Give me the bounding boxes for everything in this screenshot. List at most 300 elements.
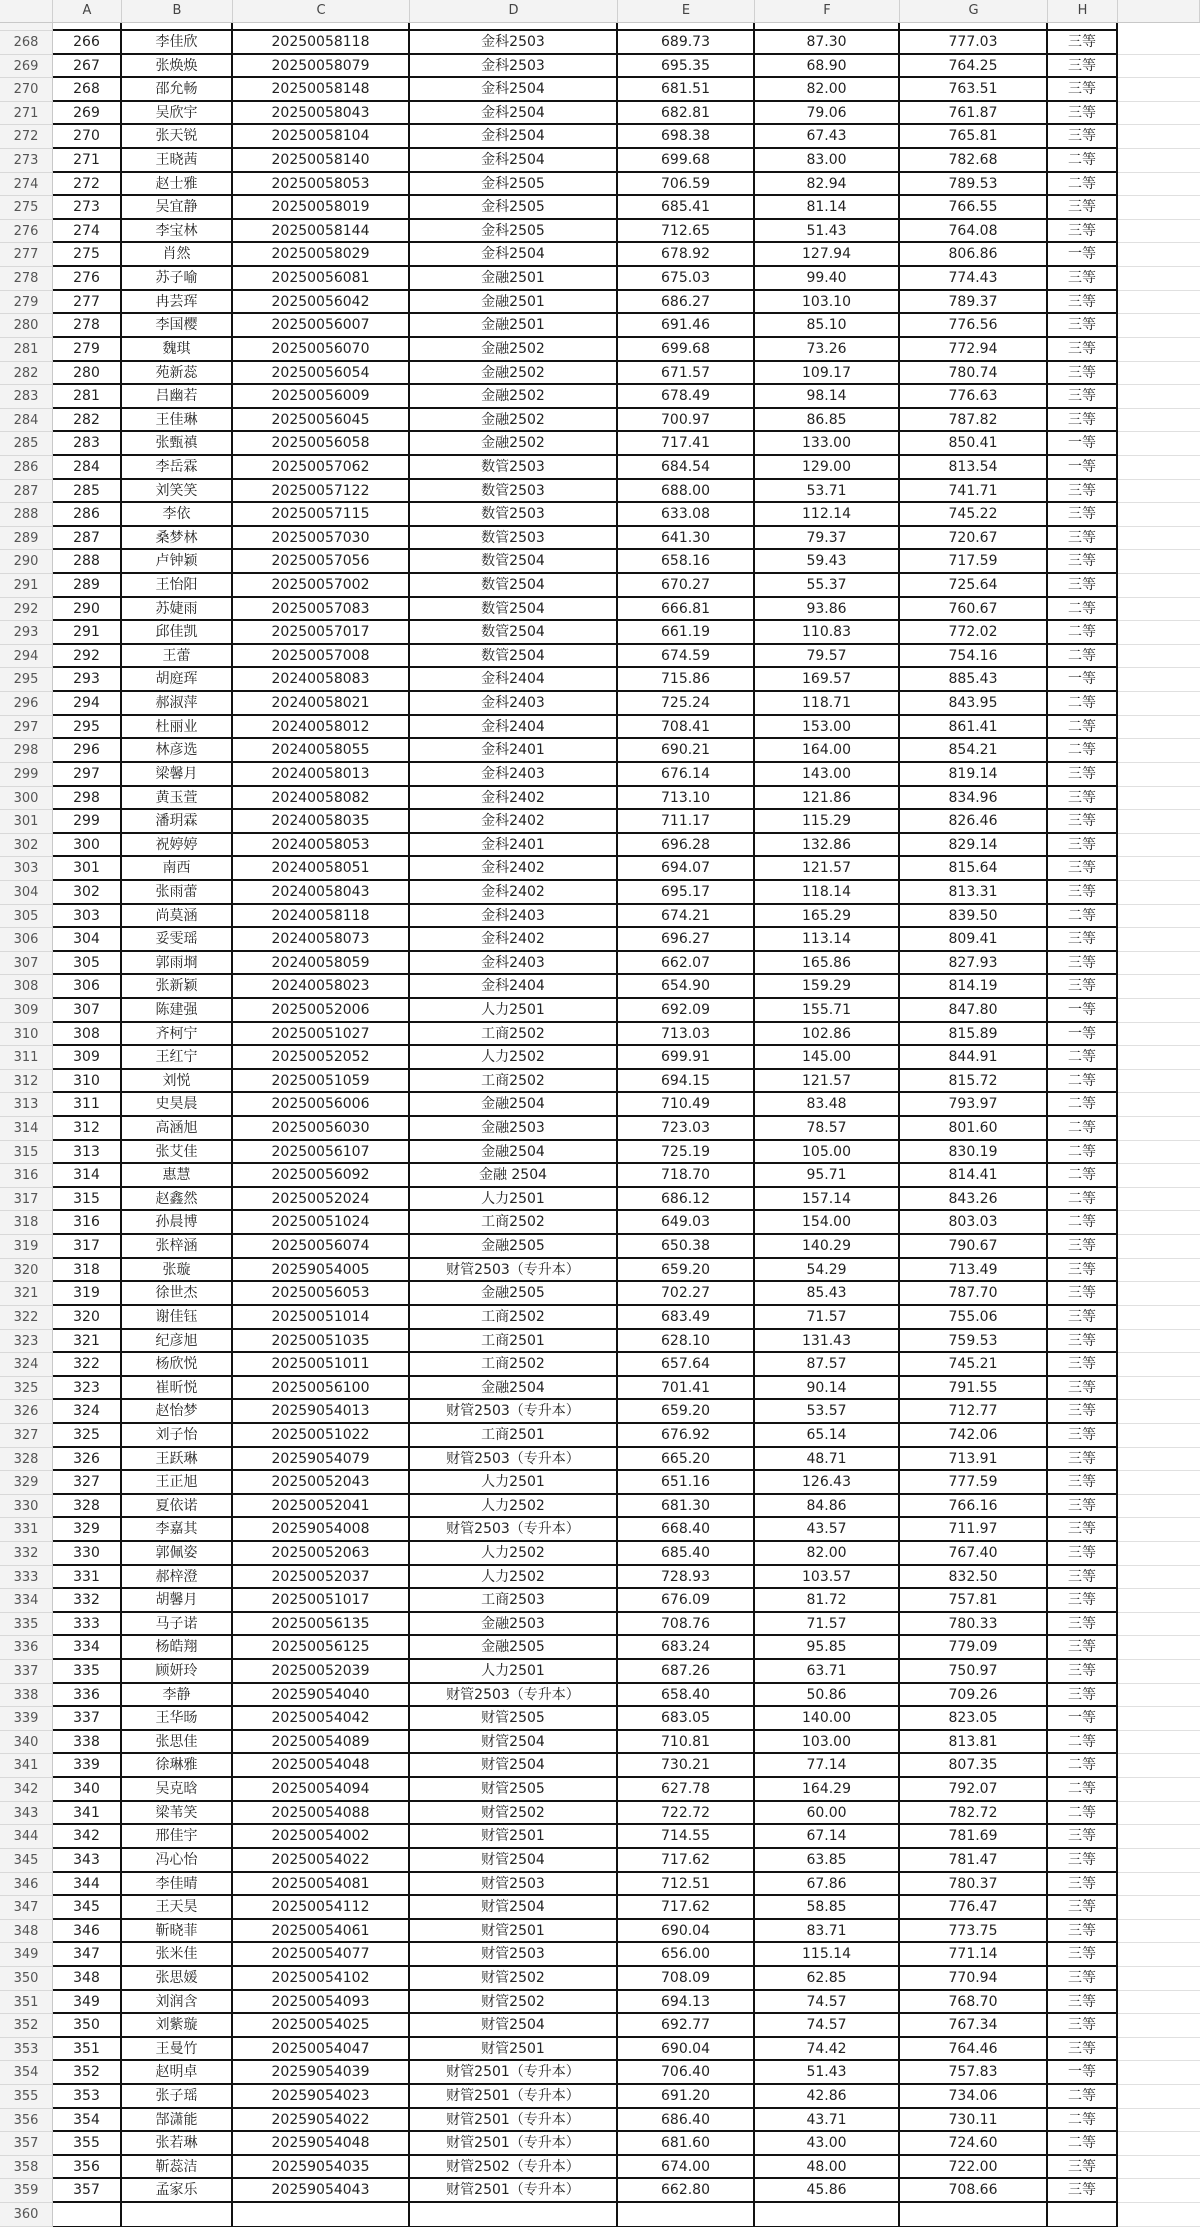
cell-e[interactable]: 662.80 <box>618 2179 755 2203</box>
cell-a[interactable]: 287 <box>53 527 122 551</box>
cell-g[interactable]: 815.72 <box>900 1070 1048 1094</box>
cell-b[interactable]: 杜丽业 <box>122 716 233 740</box>
cell-a[interactable]: 312 <box>53 1117 122 1141</box>
cell-d[interactable] <box>410 2203 618 2227</box>
cell-b[interactable]: 赵士雅 <box>122 173 233 197</box>
cell-g[interactable]: 709.26 <box>900 1684 1048 1708</box>
row-number[interactable]: 291 <box>0 574 53 598</box>
cell-g[interactable]: 843.95 <box>900 692 1048 716</box>
cell-f[interactable]: 99.40 <box>755 267 900 291</box>
cell-c[interactable]: 20259054022 <box>233 2109 410 2133</box>
cell-g[interactable]: 813.81 <box>900 1731 1048 1755</box>
row-number[interactable]: 303 <box>0 857 53 881</box>
cell-e[interactable]: 695.35 <box>618 55 755 79</box>
cell-g[interactable]: 814.41 <box>900 1164 1048 1188</box>
cell-e[interactable]: 686.40 <box>618 2109 755 2133</box>
cell-e[interactable]: 662.07 <box>618 952 755 976</box>
cell-e[interactable]: 690.21 <box>618 739 755 763</box>
cell-d[interactable]: 工商2502 <box>410 1306 618 1330</box>
row-number[interactable]: 293 <box>0 621 53 645</box>
cell-g[interactable]: 780.37 <box>900 1873 1048 1897</box>
cell-a[interactable]: 296 <box>53 739 122 763</box>
cell-h[interactable]: 二等 <box>1048 1211 1118 1235</box>
cell-c[interactable]: 20259054005 <box>233 1259 410 1283</box>
cell-a[interactable]: 271 <box>53 149 122 173</box>
cell-d[interactable]: 人力2501 <box>410 999 618 1023</box>
cell-g[interactable]: 847.80 <box>900 999 1048 1023</box>
cell-b[interactable]: 南西 <box>122 857 233 881</box>
cell-f[interactable]: 140.00 <box>755 1707 900 1731</box>
cell-g[interactable]: 826.46 <box>900 810 1048 834</box>
cell-h[interactable]: 三等 <box>1048 1330 1118 1354</box>
cell-h[interactable]: 三等 <box>1048 196 1118 220</box>
column-header-d[interactable]: D <box>410 0 618 22</box>
cell-b[interactable]: 赵怡梦 <box>122 1400 233 1424</box>
cell-a[interactable]: 291 <box>53 621 122 645</box>
row-number[interactable]: 328 <box>0 1448 53 1472</box>
cell-d[interactable]: 财管2502 <box>410 1991 618 2015</box>
cell-e[interactable]: 678.49 <box>618 385 755 409</box>
cell-f[interactable]: 154.00 <box>755 1211 900 1235</box>
cell-e[interactable]: 725.24 <box>618 692 755 716</box>
cell-e[interactable]: 713.10 <box>618 787 755 811</box>
cell-f[interactable]: 113.14 <box>755 928 900 952</box>
cell-g[interactable]: 790.67 <box>900 1235 1048 1259</box>
cell-g[interactable]: 708.66 <box>900 2179 1048 2203</box>
cell-e[interactable]: 686.27 <box>618 291 755 315</box>
cell-b[interactable] <box>122 2203 233 2227</box>
cell-c[interactable]: 20250054025 <box>233 2014 410 2038</box>
cell-d[interactable]: 财管2501（专升本） <box>410 2061 618 2085</box>
cell-f[interactable]: 98.14 <box>755 385 900 409</box>
row-number[interactable]: 310 <box>0 1023 53 1047</box>
cell-e[interactable]: 656.00 <box>618 1943 755 1967</box>
cell-h[interactable]: 三等 <box>1048 1448 1118 1472</box>
cell-f[interactable]: 165.86 <box>755 952 900 976</box>
row-number[interactable]: 296 <box>0 692 53 716</box>
cell-d[interactable]: 数管2504 <box>410 598 618 622</box>
cell-d[interactable]: 财管2503（专升本） <box>410 1448 618 1472</box>
cell-f[interactable]: 165.29 <box>755 905 900 929</box>
cell-g[interactable]: 780.33 <box>900 1613 1048 1637</box>
cell-c[interactable]: 20250054088 <box>233 1802 410 1826</box>
cell-b[interactable]: 胡庭珲 <box>122 668 233 692</box>
row-number[interactable]: 341 <box>0 1754 53 1778</box>
cell-f[interactable]: 129.00 <box>755 456 900 480</box>
cell-d[interactable]: 人力2502 <box>410 1566 618 1590</box>
cell-a[interactable]: 347 <box>53 1943 122 1967</box>
cell-d[interactable]: 金科2403 <box>410 692 618 716</box>
cell-h[interactable]: 三等 <box>1048 2156 1118 2180</box>
cell-c[interactable]: 20250056054 <box>233 362 410 386</box>
row-number[interactable]: 316 <box>0 1164 53 1188</box>
cell-h[interactable]: 二等 <box>1048 173 1118 197</box>
cell-g[interactable]: 782.72 <box>900 1802 1048 1826</box>
cell-h[interactable]: 二等 <box>1048 1046 1118 1070</box>
cell-g[interactable]: 768.70 <box>900 1991 1048 2015</box>
cell-f[interactable]: 73.26 <box>755 338 900 362</box>
cell-e[interactable]: 686.12 <box>618 1188 755 1212</box>
cell-b[interactable]: 夏依诺 <box>122 1495 233 1519</box>
cell-e[interactable]: 695.17 <box>618 881 755 905</box>
cell-e[interactable]: 701.41 <box>618 1377 755 1401</box>
cell-b[interactable]: 郜潇能 <box>122 2109 233 2133</box>
cell-f[interactable]: 105.00 <box>755 1141 900 1165</box>
row-number[interactable]: 346 <box>0 1873 53 1897</box>
cell-g[interactable]: 776.63 <box>900 385 1048 409</box>
cell-d[interactable]: 金融2504 <box>410 1093 618 1117</box>
cell-e[interactable]: 699.68 <box>618 338 755 362</box>
cell-b[interactable]: 苑新蕊 <box>122 362 233 386</box>
cell-f[interactable]: 121.86 <box>755 787 900 811</box>
cell-c[interactable]: 20259054039 <box>233 2061 410 2085</box>
row-number[interactable]: 270 <box>0 78 53 102</box>
cell-d[interactable]: 金融2505 <box>410 1235 618 1259</box>
cell-e[interactable]: 717.62 <box>618 1849 755 1873</box>
cell-d[interactable]: 金融2501 <box>410 314 618 338</box>
cell-b[interactable]: 王曼竹 <box>122 2038 233 2062</box>
row-number[interactable]: 315 <box>0 1141 53 1165</box>
cell-g[interactable]: 765.81 <box>900 125 1048 149</box>
cell-f[interactable]: 79.37 <box>755 527 900 551</box>
cell-h[interactable]: 三等 <box>1048 1920 1118 1944</box>
cell-e[interactable]: 627.78 <box>618 1778 755 1802</box>
cell-g[interactable]: 776.56 <box>900 314 1048 338</box>
cell-a[interactable]: 274 <box>53 220 122 244</box>
cell-c[interactable]: 20250054094 <box>233 1778 410 1802</box>
cell-g[interactable]: 722.00 <box>900 2156 1048 2180</box>
cell-g[interactable]: 777.59 <box>900 1471 1048 1495</box>
cell-e[interactable]: 683.05 <box>618 1707 755 1731</box>
cell-a[interactable]: 345 <box>53 1896 122 1920</box>
cell-c[interactable]: 20250056053 <box>233 1282 410 1306</box>
cell-a[interactable]: 303 <box>53 905 122 929</box>
cell-c[interactable]: 20250052052 <box>233 1046 410 1070</box>
cell-b[interactable]: 吴欣宇 <box>122 102 233 126</box>
cell-e[interactable]: 678.92 <box>618 243 755 267</box>
cell-f[interactable]: 131.43 <box>755 1330 900 1354</box>
cell-h[interactable]: 三等 <box>1048 928 1118 952</box>
cell-c[interactable]: 20250056092 <box>233 1164 410 1188</box>
cell-f[interactable]: 95.71 <box>755 1164 900 1188</box>
cell-a[interactable]: 319 <box>53 1282 122 1306</box>
row-number[interactable]: 299 <box>0 763 53 787</box>
cell-d[interactable]: 金融2504 <box>410 1141 618 1165</box>
cell-a[interactable]: 267 <box>53 55 122 79</box>
cell-c[interactable]: 20250054089 <box>233 1731 410 1755</box>
cell-e[interactable]: 694.07 <box>618 857 755 881</box>
cell-h[interactable]: 一等 <box>1048 2061 1118 2085</box>
cell-f[interactable]: 126.43 <box>755 1471 900 1495</box>
cell-e[interactable]: 708.41 <box>618 716 755 740</box>
cell-c[interactable]: 20250054047 <box>233 2038 410 2062</box>
cell-a[interactable]: 305 <box>53 952 122 976</box>
row-number[interactable]: 359 <box>0 2179 53 2203</box>
cell-f[interactable]: 63.85 <box>755 1849 900 1873</box>
cell-d[interactable]: 财管2503（专升本） <box>410 1684 618 1708</box>
column-header-g[interactable]: G <box>900 0 1048 22</box>
cell-g[interactable]: 815.64 <box>900 857 1048 881</box>
cell-c[interactable]: 20250054077 <box>233 1943 410 1967</box>
cell-g[interactable]: 764.46 <box>900 2038 1048 2062</box>
cell-g[interactable]: 776.47 <box>900 1896 1048 1920</box>
cell-e[interactable]: 628.10 <box>618 1330 755 1354</box>
row-number[interactable]: 344 <box>0 1825 53 1849</box>
cell-g[interactable]: 745.21 <box>900 1353 1048 1377</box>
cell-b[interactable]: 郝梓澄 <box>122 1566 233 1590</box>
cell-b[interactable]: 吴克晗 <box>122 1778 233 1802</box>
cell-c[interactable]: 20250058144 <box>233 220 410 244</box>
cell-e[interactable]: 712.65 <box>618 220 755 244</box>
cell-a[interactable]: 318 <box>53 1259 122 1283</box>
cell-c[interactable]: 20250057017 <box>233 621 410 645</box>
cell-a[interactable]: 304 <box>53 928 122 952</box>
cell-h[interactable]: 三等 <box>1048 1400 1118 1424</box>
cell-e[interactable]: 687.26 <box>618 1660 755 1684</box>
cell-h[interactable]: 二等 <box>1048 1778 1118 1802</box>
cell-a[interactable]: 311 <box>53 1093 122 1117</box>
cell-f[interactable]: 43.00 <box>755 2132 900 2156</box>
row-number[interactable]: 272 <box>0 125 53 149</box>
cell-b[interactable]: 李佳欣 <box>122 31 233 55</box>
cell-f[interactable]: 81.14 <box>755 196 900 220</box>
cell-g[interactable]: 834.96 <box>900 787 1048 811</box>
cell-a[interactable]: 343 <box>53 1849 122 1873</box>
cell-a[interactable]: 348 <box>53 1967 122 1991</box>
cell-c[interactable]: 20240058013 <box>233 763 410 787</box>
cell-f[interactable]: 87.30 <box>755 31 900 55</box>
cell-e[interactable]: 657.64 <box>618 1353 755 1377</box>
cell-f[interactable]: 112.14 <box>755 503 900 527</box>
cell-e[interactable]: 670.27 <box>618 574 755 598</box>
row-number[interactable]: 305 <box>0 905 53 929</box>
row-number[interactable]: 350 <box>0 1967 53 1991</box>
cell-h[interactable]: 一等 <box>1048 668 1118 692</box>
cell-f[interactable]: 121.57 <box>755 857 900 881</box>
row-number[interactable]: 308 <box>0 975 53 999</box>
cell-e[interactable]: 725.19 <box>618 1141 755 1165</box>
cell-a[interactable]: 292 <box>53 645 122 669</box>
cell-h[interactable]: 二等 <box>1048 905 1118 929</box>
row-number[interactable]: 304 <box>0 881 53 905</box>
row-number[interactable]: 318 <box>0 1211 53 1235</box>
cell-e[interactable]: 661.19 <box>618 621 755 645</box>
cell-e[interactable]: 694.13 <box>618 1991 755 2015</box>
cell-b[interactable]: 靳蕊洁 <box>122 2156 233 2180</box>
cell-g[interactable]: 861.41 <box>900 716 1048 740</box>
cell-g[interactable]: 763.51 <box>900 78 1048 102</box>
cell-b[interactable]: 刘悦 <box>122 1070 233 1094</box>
row-number[interactable]: 277 <box>0 243 53 267</box>
row-number[interactable]: 297 <box>0 716 53 740</box>
cell-f[interactable]: 103.10 <box>755 291 900 315</box>
cell-f[interactable]: 143.00 <box>755 763 900 787</box>
cell-b[interactable]: 张若琳 <box>122 2132 233 2156</box>
cell-d[interactable]: 工商2502 <box>410 1070 618 1094</box>
cell-d[interactable]: 数管2503 <box>410 456 618 480</box>
cell-c[interactable]: 20259054048 <box>233 2132 410 2156</box>
cell-f[interactable]: 103.00 <box>755 1731 900 1755</box>
cell-e[interactable]: 659.20 <box>618 1259 755 1283</box>
cell-d[interactable]: 金科2505 <box>410 220 618 244</box>
cell-b[interactable]: 杨欣悦 <box>122 1353 233 1377</box>
cell-c[interactable]: 20250056135 <box>233 1613 410 1637</box>
cell-g[interactable]: 767.34 <box>900 2014 1048 2038</box>
cell-f[interactable]: 85.43 <box>755 1282 900 1306</box>
cell-h[interactable]: 三等 <box>1048 480 1118 504</box>
row-number[interactable]: 342 <box>0 1778 53 1802</box>
row-number[interactable]: 324 <box>0 1353 53 1377</box>
row-number[interactable]: 281 <box>0 338 53 362</box>
cell-b[interactable]: 赵鑫然 <box>122 1188 233 1212</box>
cell-a[interactable]: 344 <box>53 1873 122 1897</box>
cell-c[interactable]: 20250057122 <box>233 480 410 504</box>
cell-h[interactable]: 一等 <box>1048 1707 1118 1731</box>
cell-b[interactable]: 郝淑萍 <box>122 692 233 716</box>
cell-f[interactable]: 86.85 <box>755 409 900 433</box>
cell-h[interactable]: 二等 <box>1048 621 1118 645</box>
cell-c[interactable]: 20240058035 <box>233 810 410 834</box>
cell-f[interactable]: 127.94 <box>755 243 900 267</box>
cell-g[interactable]: 803.03 <box>900 1211 1048 1235</box>
cell-a[interactable]: 284 <box>53 456 122 480</box>
cell-g[interactable]: 844.91 <box>900 1046 1048 1070</box>
cell-e[interactable]: 723.03 <box>618 1117 755 1141</box>
cell-c[interactable]: 20250052063 <box>233 1542 410 1566</box>
cell-e[interactable]: 710.49 <box>618 1093 755 1117</box>
cell-b[interactable]: 李宝林 <box>122 220 233 244</box>
row-number[interactable]: 285 <box>0 432 53 456</box>
cell-b[interactable]: 崔昕悦 <box>122 1377 233 1401</box>
cell-f[interactable]: 58.85 <box>755 1896 900 1920</box>
cell-b[interactable]: 王佳琳 <box>122 409 233 433</box>
cell-e[interactable]: 712.51 <box>618 1873 755 1897</box>
cell-b[interactable]: 王跃琳 <box>122 1448 233 1472</box>
cell-e[interactable]: 676.92 <box>618 1424 755 1448</box>
cell-c[interactable]: 20250052037 <box>233 1566 410 1590</box>
cell-h[interactable]: 三等 <box>1048 1613 1118 1637</box>
cell-c[interactable]: 20250054022 <box>233 1849 410 1873</box>
cell-h[interactable]: 三等 <box>1048 857 1118 881</box>
cell-a[interactable]: 354 <box>53 2109 122 2133</box>
cell-e[interactable]: 681.51 <box>618 78 755 102</box>
cell-e[interactable]: 706.59 <box>618 173 755 197</box>
cell-g[interactable]: 742.06 <box>900 1424 1048 1448</box>
cell-h[interactable]: 三等 <box>1048 1306 1118 1330</box>
cell-b[interactable]: 张思媛 <box>122 1967 233 1991</box>
row-number[interactable] <box>0 23 53 31</box>
row-number[interactable]: 356 <box>0 2109 53 2133</box>
row-number[interactable]: 280 <box>0 314 53 338</box>
cell-c[interactable]: 20250057030 <box>233 527 410 551</box>
cell-b[interactable]: 刘紫璇 <box>122 2014 233 2038</box>
cell-c[interactable]: 20250054002 <box>233 1825 410 1849</box>
cell-a[interactable]: 357 <box>53 2179 122 2203</box>
cell-g[interactable]: 711.97 <box>900 1518 1048 1542</box>
cell-c[interactable]: 20240058053 <box>233 834 410 858</box>
cell-b[interactable]: 吴宜静 <box>122 196 233 220</box>
cell-h[interactable]: 二等 <box>1048 645 1118 669</box>
row-number[interactable]: 329 <box>0 1471 53 1495</box>
cell-a[interactable]: 288 <box>53 550 122 574</box>
row-number[interactable]: 335 <box>0 1613 53 1637</box>
cell-e[interactable]: 691.20 <box>618 2085 755 2109</box>
cell-c[interactable]: 20240058073 <box>233 928 410 952</box>
cell-a[interactable]: 342 <box>53 1825 122 1849</box>
cell-b[interactable]: 张思佳 <box>122 1731 233 1755</box>
cell-b[interactable]: 赵明卓 <box>122 2061 233 2085</box>
row-number[interactable]: 339 <box>0 1707 53 1731</box>
cell-g[interactable]: 801.60 <box>900 1117 1048 1141</box>
cell-a[interactable]: 295 <box>53 716 122 740</box>
cell-g[interactable]: 806.86 <box>900 243 1048 267</box>
cell-a[interactable]: 293 <box>53 668 122 692</box>
cell-g[interactable]: 720.67 <box>900 527 1048 551</box>
cell-g[interactable]: 823.05 <box>900 1707 1048 1731</box>
cell-g[interactable]: 780.74 <box>900 362 1048 386</box>
cell-h[interactable]: 三等 <box>1048 55 1118 79</box>
cell-b[interactable]: 孟家乐 <box>122 2179 233 2203</box>
cell-d[interactable]: 金科2402 <box>410 881 618 905</box>
cell-d[interactable]: 财管2505 <box>410 1707 618 1731</box>
cell-b[interactable]: 王晓茜 <box>122 149 233 173</box>
cell-c[interactable]: 20250056107 <box>233 1141 410 1165</box>
cell-h[interactable]: 三等 <box>1048 385 1118 409</box>
cell-d[interactable]: 金融2504 <box>410 1377 618 1401</box>
cell-a[interactable]: 290 <box>53 598 122 622</box>
cell-a[interactable]: 285 <box>53 480 122 504</box>
cell-h[interactable] <box>1048 2203 1118 2227</box>
cell-b[interactable]: 马子诺 <box>122 1613 233 1637</box>
cell-f[interactable]: 51.43 <box>755 220 900 244</box>
cell-c[interactable]: 20259054013 <box>233 1400 410 1424</box>
cell-a[interactable]: 350 <box>53 2014 122 2038</box>
cell-h[interactable]: 一等 <box>1048 999 1118 1023</box>
cell-c[interactable]: 20250051017 <box>233 1589 410 1613</box>
cell-c[interactable]: 20259054035 <box>233 2156 410 2180</box>
cell-a[interactable]: 349 <box>53 1991 122 2015</box>
cell-a[interactable]: 298 <box>53 787 122 811</box>
cell-c[interactable]: 20250058053 <box>233 173 410 197</box>
cell-h[interactable]: 二等 <box>1048 692 1118 716</box>
row-number[interactable]: 300 <box>0 787 53 811</box>
cell-d[interactable]: 金科2403 <box>410 905 618 929</box>
cell-g[interactable]: 815.89 <box>900 1023 1048 1047</box>
cell-e[interactable]: 654.90 <box>618 975 755 999</box>
cell-d[interactable]: 财管2503（专升本） <box>410 1518 618 1542</box>
cell-d[interactable]: 人力2502 <box>410 1542 618 1566</box>
cell-c[interactable]: 20250056074 <box>233 1235 410 1259</box>
cell-a[interactable]: 335 <box>53 1660 122 1684</box>
cell-h[interactable]: 三等 <box>1048 1825 1118 1849</box>
row-number[interactable]: 334 <box>0 1589 53 1613</box>
cell-g[interactable]: 772.94 <box>900 338 1048 362</box>
row-number[interactable]: 274 <box>0 173 53 197</box>
row-number[interactable]: 273 <box>0 149 53 173</box>
cell-h[interactable]: 三等 <box>1048 1896 1118 1920</box>
row-number[interactable]: 284 <box>0 409 53 433</box>
cell-e[interactable]: 649.03 <box>618 1211 755 1235</box>
cell-c[interactable]: 20240058012 <box>233 716 410 740</box>
cell-c[interactable]: 20250057083 <box>233 598 410 622</box>
row-number[interactable]: 314 <box>0 1117 53 1141</box>
cell-d[interactable]: 财管2501 <box>410 1825 618 1849</box>
cell-h[interactable]: 三等 <box>1048 975 1118 999</box>
cell-f[interactable]: 115.29 <box>755 810 900 834</box>
cell-b[interactable]: 吕幽若 <box>122 385 233 409</box>
cell-b[interactable]: 孙晨博 <box>122 1211 233 1235</box>
cell-c[interactable]: 20250058104 <box>233 125 410 149</box>
